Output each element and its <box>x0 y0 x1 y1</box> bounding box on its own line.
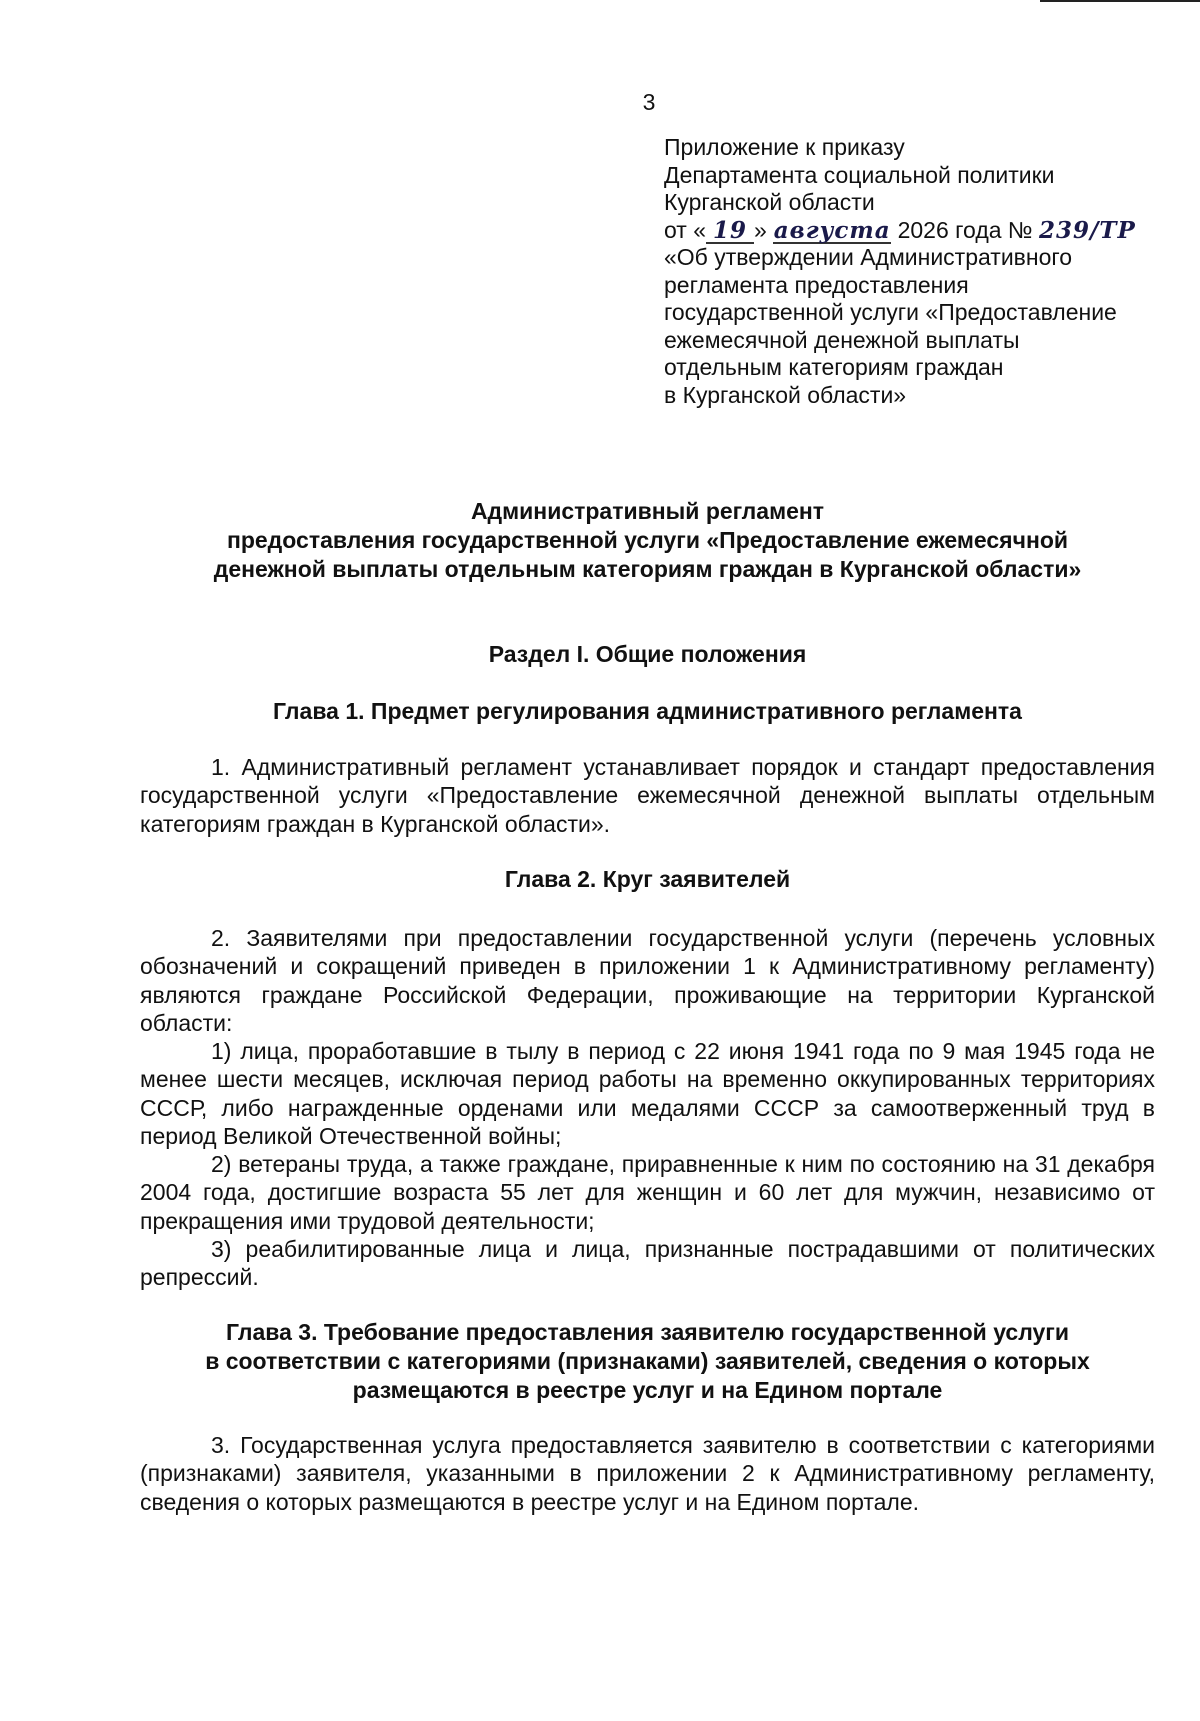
chapter-1-heading: Глава 1. Предмет регулирования административного регламента <box>273 698 1022 724</box>
title-line-1: Административный регламент <box>470 498 825 524</box>
list-item-2: 2) ветераны труда, а также граждане, приравненные к ним по состоянию на 31 декабря 2004 года, достигшие возраста 55 лет для женщин и 60 лет для мужчин, независимо от прекращения ими трудовой деятельности; <box>140 1151 1155 1234</box>
date-prefix: от « <box>664 216 707 243</box>
appendix-block <box>664 134 1184 409</box>
paragraph-1: 1. Административный регламент устанавливает порядок и стандарт предоставления государственной услуги «Предоставление ежемесячной денежной выплаты отдельным категориям граждан в Курганской области». <box>140 754 1155 837</box>
handwritten-day: 19 <box>706 220 754 244</box>
page-number: 3 <box>642 89 656 115</box>
chapter-3-heading-line-3: размещаются в реестре услуг и на Едином портале <box>352 1377 943 1403</box>
date-mid: » <box>754 216 767 243</box>
document-title <box>140 497 1155 584</box>
chapter-2-heading: Глава 2. Круг заявителей <box>504 866 791 892</box>
handwritten-month: августа <box>773 216 891 244</box>
appendix-line-5: «Об утверждении Административного <box>664 244 1073 270</box>
handwritten-order-number: 239/ТР <box>1039 216 1136 244</box>
appendix-date-line <box>664 217 1184 245</box>
scan-edge-line <box>1040 0 1200 2</box>
appendix-line-7: государственной услуги «Предоставление <box>664 299 1117 325</box>
paragraph-2: 2. Заявителями при предоставлении государственной услуги (перечень условных обозначений и сокращений приведен в приложении 1 к Административному регламенту) являются граждане Российской Федерации, проживающие на территории Курганской области: <box>140 925 1155 1036</box>
chapter-3-heading <box>140 1318 1155 1405</box>
section-1-heading: Раздел I. Общие положения <box>488 641 807 667</box>
appendix-line-1: Приложение к приказу <box>664 134 905 160</box>
appendix-line-3: Курганской области <box>664 189 875 215</box>
date-year: 2026 года № <box>897 216 1033 243</box>
appendix-line-10: в Курганской области» <box>664 381 907 408</box>
list-item-1: 1) лица, проработавшие в тылу в период с 22 июня 1941 года по 9 мая 1945 года не менее шести месяцев, исключая период работы на временно оккупированных территориях СССР, либо награжденные орденами или медалями СССР за самоотверженный труд в период Великой Отечественной войны; <box>140 1038 1155 1149</box>
appendix-line-2: Департамента социальной политики <box>664 161 1055 188</box>
list-item-3: 3) реабилитированные лица и лица, признанные пострадавшими от политических репрессий. <box>140 1236 1155 1291</box>
chapter-3-heading-line-2: в соответствии с категориями (признаками) заявителей, сведения о которых <box>205 1348 1090 1374</box>
appendix-line-8: ежемесячной денежной выплаты <box>664 326 1020 353</box>
appendix-line-6: регламента предоставления <box>664 271 969 298</box>
title-line-3: денежной выплаты отдельным категориям граждан в Курганской области» <box>213 556 1082 582</box>
appendix-line-9: отдельным категориям граждан <box>664 354 1004 380</box>
paragraph-3: 3. Государственная услуга предоставляется заявителю в соответствии с категориями (признаками) заявителя, указанными в приложении 2 к Административному регламенту, сведения о которых размещаются в реестре услуг и на Едином портале. <box>140 1432 1155 1515</box>
chapter-3-heading-line-1: Глава 3. Требование предоставления заявителю государственной услуги <box>225 1319 1070 1345</box>
title-line-2: предоставления государственной услуги «Предоставление ежемесячной <box>226 527 1069 553</box>
